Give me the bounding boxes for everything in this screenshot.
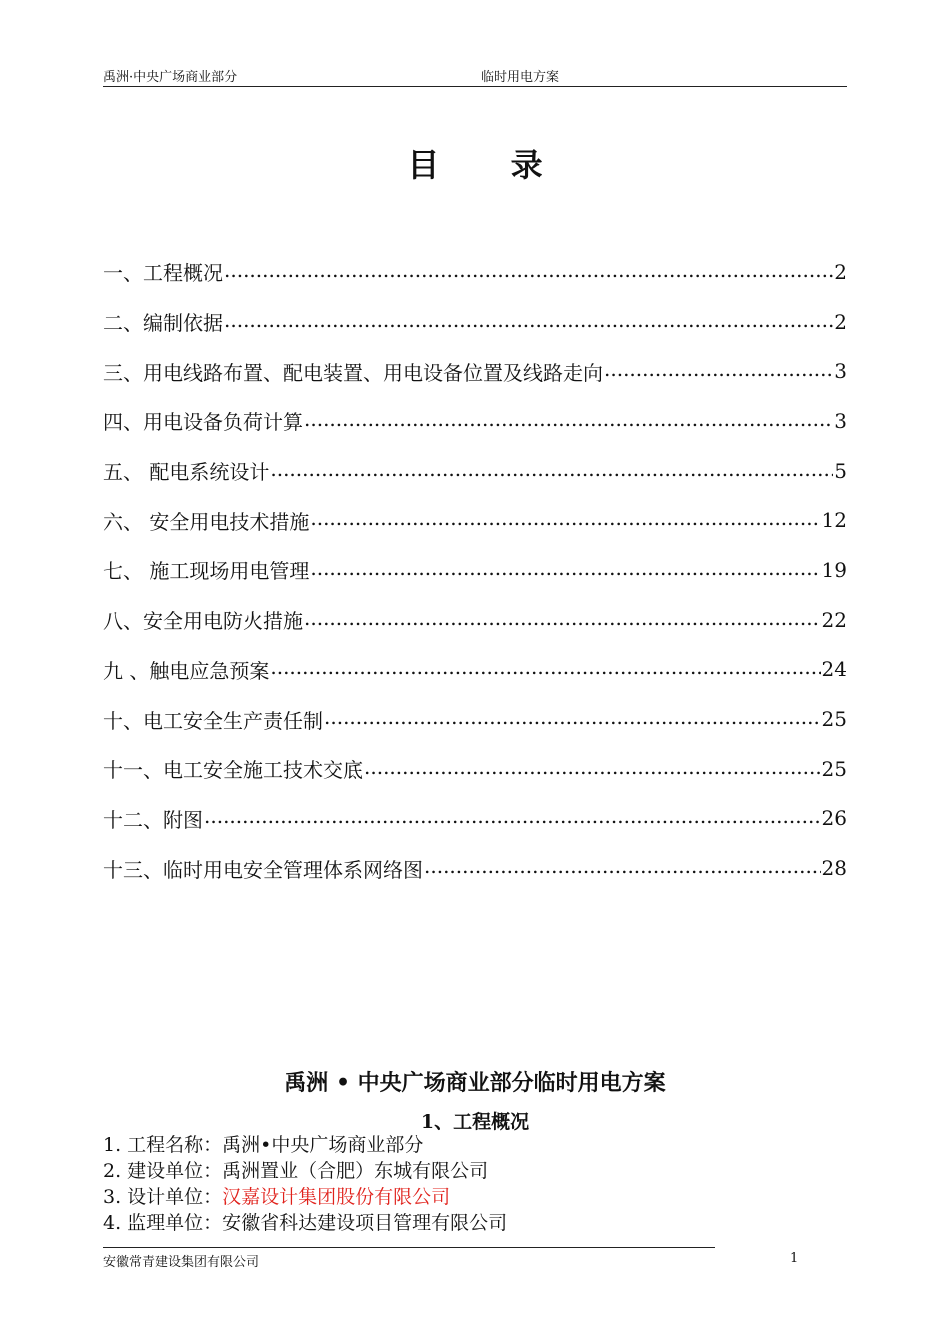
toc-leader [304, 608, 821, 632]
toc-entry-page: 26 [821, 806, 847, 831]
project-info [103, 1132, 507, 1236]
toc-entry-label: 八、安全用电防火措施 [103, 609, 303, 634]
info-label: 4. 监理单位： [103, 1212, 223, 1234]
header-doc-title: 临时用电方案 [481, 70, 560, 85]
toc-entry-page: 12 [821, 508, 847, 533]
toc-entry-label: 七、 施工现场用电管理 [103, 559, 310, 584]
info-line [103, 1132, 507, 1158]
section-heading: 1、工程概况 [420, 1111, 530, 1133]
info-label: 2. 建设单位： [103, 1160, 223, 1182]
toc-entry-label: 六、 安全用电技术措施 [103, 509, 310, 534]
toc-leader [304, 409, 833, 433]
toc-entry-label: 九 、触电应急预案 [103, 658, 270, 683]
toc-entry-page: 22 [821, 607, 847, 632]
info-line [103, 1184, 507, 1210]
toc-entry-page: 2 [834, 309, 847, 334]
toc-leader [310, 558, 820, 582]
info-label: 1. 工程名称： [103, 1134, 223, 1156]
toc-entry[interactable] [103, 297, 847, 347]
toc-entry-page: 19 [821, 557, 847, 582]
info-value-highlighted: 汉嘉设计集团股份有限公司 [222, 1186, 451, 1208]
footer-company: 安徽常青建设集团有限公司 [103, 1255, 260, 1270]
toc-entry-page: 25 [821, 707, 847, 732]
toc-entry[interactable] [103, 396, 847, 446]
toc-entry[interactable] [103, 744, 847, 794]
toc-entry-page: 3 [834, 359, 847, 384]
toc-entry-page: 28 [821, 856, 847, 881]
toc-entry-page: 24 [821, 657, 847, 682]
info-value: 禹洲置业（合肥）东城有限公司 [222, 1160, 489, 1182]
toc-entry-label: 二、编制依据 [103, 311, 223, 336]
toc-entry-label: 十三、临时用电安全管理体系网络图 [103, 857, 423, 882]
toc-leader [270, 657, 820, 681]
page-header [103, 64, 847, 87]
info-line [103, 1210, 507, 1236]
toc-entry-page: 5 [834, 458, 847, 483]
toc-entry[interactable] [103, 247, 847, 297]
toc-entry-page: 25 [821, 756, 847, 781]
toc-entry[interactable] [103, 645, 847, 695]
toc-entry[interactable] [103, 794, 847, 844]
toc-entry-page: 2 [834, 259, 847, 284]
toc-leader [310, 508, 820, 532]
toc-entry-label: 五、 配电系统设计 [103, 460, 270, 485]
toc-entry-label: 三、用电线路布置、配电装置、用电设备位置及线路走向 [103, 360, 603, 385]
toc-entry-page: 3 [834, 408, 847, 433]
toc-entry[interactable] [103, 694, 847, 744]
toc-leader [270, 459, 833, 483]
toc-entry-label: 十二、附图 [103, 807, 203, 832]
toc-entry-label: 十、电工安全生产责任制 [103, 708, 323, 733]
toc-entry[interactable] [103, 545, 847, 595]
table-of-contents [103, 247, 847, 893]
toc-leader [204, 806, 821, 830]
info-value: 禹洲•中央广场商业部分 [222, 1134, 424, 1156]
info-label: 3. 设计单位： [103, 1186, 223, 1208]
page-number: 1 [790, 1251, 799, 1266]
toc-entry[interactable] [103, 843, 847, 893]
toc-leader [364, 757, 821, 781]
toc-title: 目 录 [407, 146, 573, 184]
toc-entry-label: 四、用电设备负荷计算 [103, 410, 303, 435]
document-title: 禹洲 • 中央广场商业部分临时用电方案 [284, 1070, 666, 1096]
toc-entry[interactable] [103, 346, 847, 396]
info-line [103, 1158, 507, 1184]
toc-leader [324, 707, 821, 731]
toc-leader [424, 856, 821, 880]
toc-entry[interactable] [103, 446, 847, 496]
info-value: 安徽省科达建设项目管理有限公司 [222, 1212, 508, 1234]
header-project: 禹洲·中央广场商业部分 [103, 70, 238, 85]
toc-entry-label: 十一、电工安全施工技术交底 [103, 758, 363, 783]
footer-divider [103, 1247, 715, 1248]
toc-leader [604, 359, 833, 383]
toc-leader [224, 310, 833, 334]
toc-entry[interactable] [103, 495, 847, 545]
toc-leader [224, 260, 833, 284]
toc-entry-label: 一、工程概况 [103, 261, 223, 286]
toc-entry[interactable] [103, 595, 847, 645]
